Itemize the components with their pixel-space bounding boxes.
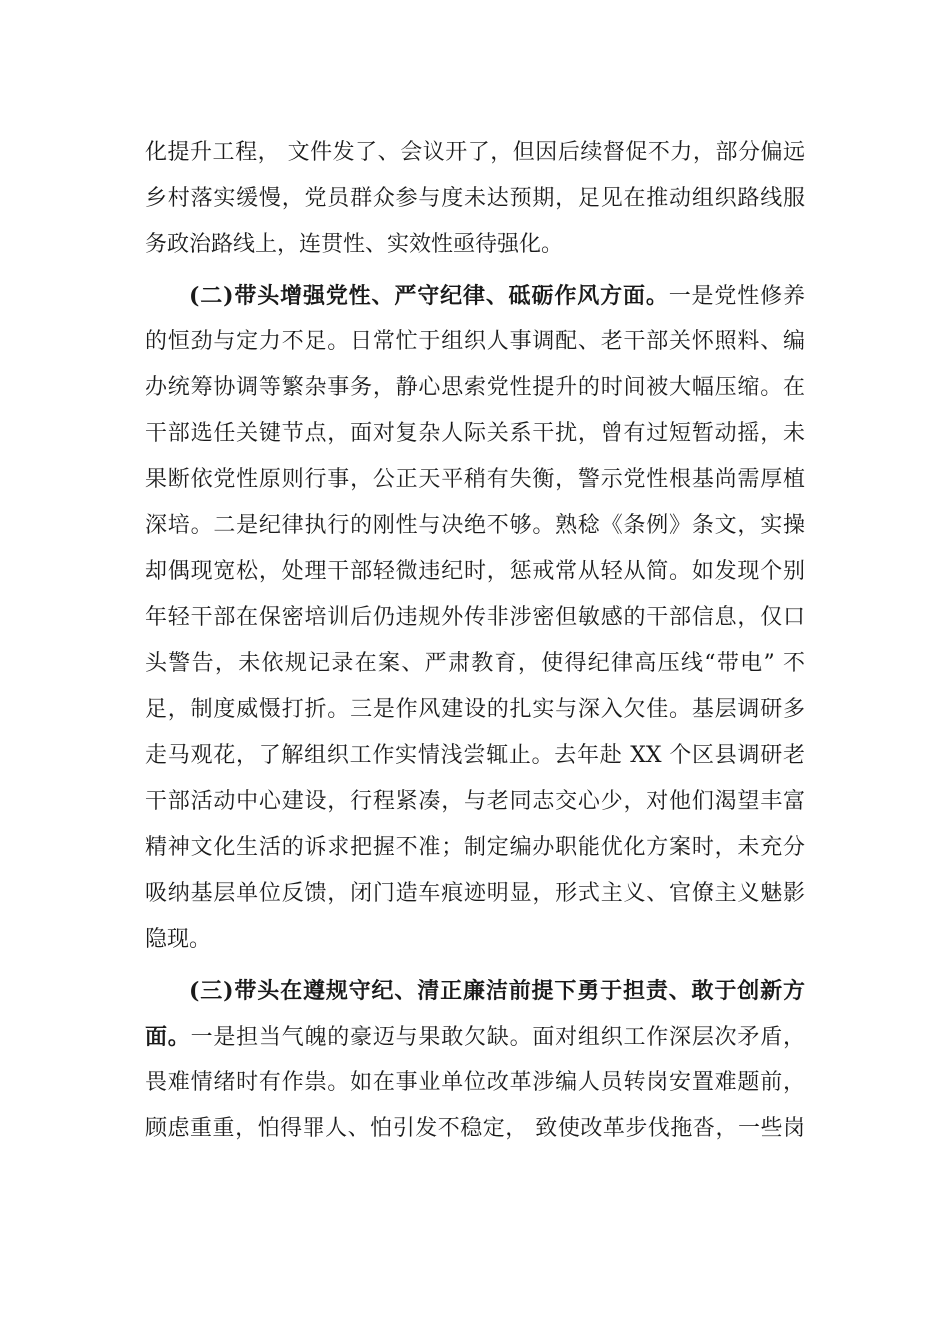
section-heading-2: (二)带头增强党性、严守纪律、砥砺作风方面。	[189, 283, 669, 309]
paragraph-line: 的恒劲与定力不足。日常忙于组织人事调配、老干部关怀照料、编	[145, 329, 805, 354]
section-heading-line	[189, 976, 805, 1007]
paragraph-line: 化提升工程， 文件发了、会议开了，但因后续督促不力，部分偏远	[145, 140, 805, 165]
paragraph-line: 干部活动中心建设，行程紧凑，与老同志交心少，对他们渴望丰富	[145, 789, 805, 814]
section-heading-3: (三)带头在遵规守纪、清正廉洁前提下勇于担责、敢于创新方	[189, 978, 805, 1004]
paragraph-line: 干部选任关键节点，面对复杂人际关系干扰，曾有过短暂动摇，未	[145, 421, 805, 446]
paragraph-line: 畏难情绪时有作祟。如在事业单位改革涉编人员转岗安置难题前，	[145, 1070, 805, 1095]
paragraph-line: 办统筹协调等繁杂事务，静心思索党性提升的时间被大幅压缩。在	[145, 375, 805, 400]
paragraph-line: 乡村落实缓慢，党员群众参与度未达预期，足见在推动组织路线服	[145, 186, 805, 211]
paragraph-line: 却偶现宽松，处理干部轻微违纪时，惩戒常从轻从简。如发现个别	[145, 559, 805, 584]
section-heading-3-end: 面。	[145, 1024, 191, 1050]
paragraph-line: 面。一是担当气魄的豪迈与果敢欠缺。面对组织工作深层次矛盾，	[145, 1024, 805, 1050]
paragraph-line: 务政治路线上，连贯性、实效性亟待强化。	[145, 232, 564, 257]
paragraph-line: 头警告，未依规记录在案、严肃教育，使得纪律高压线“带电” 不	[145, 651, 805, 676]
section-heading-line: (二)带头增强党性、严守纪律、砥砺作风方面。一是党性修养	[189, 283, 805, 309]
paragraph-line: 深培。二是纪律执行的刚性与决绝不够。熟稔《条例》条文，实操	[145, 513, 805, 538]
paragraph-line: 隐现。	[145, 927, 212, 952]
paragraph-line: 足，制度威慑打折。三是作风建设的扎实与深入欠佳。基层调研多	[145, 697, 805, 722]
paragraph-line: 精神文化生活的诉求把握不准；制定编办职能优化方案时，未充分	[145, 835, 805, 860]
paragraph-line: 走马观花，了解组织工作实情浅尝辄止。去年赴 XX 个区县调研老	[145, 743, 805, 768]
paragraph-line: 吸纳基层单位反馈，闭门造车痕迹明显，形式主义、官僚主义魅影	[145, 881, 805, 906]
paragraph-line: 年轻干部在保密培训后仍违规外传非涉密但敏感的干部信息，仅口	[145, 605, 805, 630]
paragraph-line: 果断依党性原则行事，公正天平稍有失衡，警示党性根基尚需厚植	[145, 467, 805, 492]
paragraph-line: 顾虑重重，怕得罪人、怕引发不稳定， 致使改革步伐拖沓，一些岗	[145, 1116, 805, 1141]
